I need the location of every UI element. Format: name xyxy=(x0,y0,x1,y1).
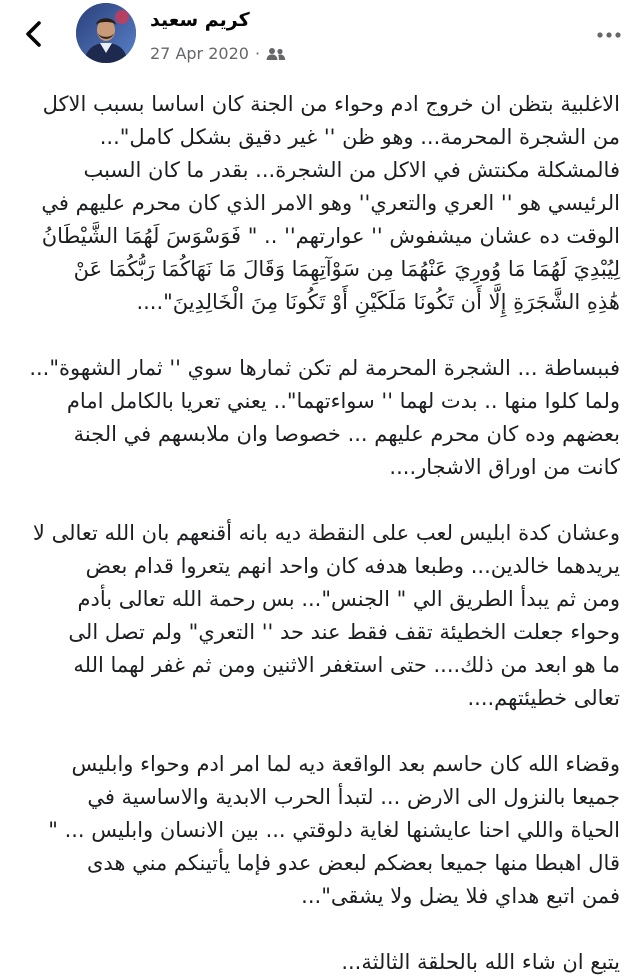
meta-separator: · xyxy=(254,44,261,63)
paragraph-1 xyxy=(24,88,620,319)
more-options-button[interactable] xyxy=(592,22,626,48)
text-line: من الشجرة المحرمة... وهو ظن '' غير دقيق بشكل كامل"... xyxy=(99,125,620,149)
text-line: كانت من اوراق الاشجار.... xyxy=(389,455,620,479)
text-line: الوقت ده عشان ميشفوش '' عوارتهم'' .. " فَوَسْوَسَ لَهُمَا الشَّيْطَانُ xyxy=(41,224,620,248)
text-line: لِيُبْدِيَ لَهُمَا مَا وُورِيَ عَنْهُمَا مِن سَوْآتِهِمَا وَقَالَ مَا نَهَاكُمَا رَبُّكُمَا عَنْ xyxy=(73,257,620,281)
avatar-photo-icon xyxy=(76,3,136,63)
text-line: وقضاء الله كان حاسم بعد الواقعة ديه لما امر ادم وحواء وابليس xyxy=(71,752,620,776)
text-line: بعضهم وده كان محرم عليهم ... خصوصا وان ملابسهم في الجنة xyxy=(73,422,620,446)
post-date[interactable]: 27 Apr 2020 xyxy=(150,44,249,63)
paragraph-gap xyxy=(0,484,640,517)
post-meta xyxy=(150,44,286,63)
paragraph-4 xyxy=(24,748,620,913)
paragraph-5 xyxy=(24,946,620,979)
text-line: يتبع ان شاء الله بالحلقة الثالثة... xyxy=(341,950,620,974)
paragraph-2 xyxy=(24,352,620,484)
text-line: تعالى خطيئتهم.... xyxy=(467,686,620,710)
paragraph-gap xyxy=(0,913,640,946)
more-horizontal-icon xyxy=(596,31,622,39)
text-line: فمن اتبع هداي فلا يضل ولا يشقى"... xyxy=(301,884,620,908)
chevron-left-icon xyxy=(23,20,45,48)
text-line: جميعا بالنزول الى الارض ... لتبدأ الحرب الابدية والاساسية في xyxy=(87,785,620,809)
text-line: قال اهبطا منها جميعا بعضكم لبعض عدو فإما يأتينكم مني هدى xyxy=(86,851,620,875)
post-header xyxy=(0,0,640,80)
text-line: ما هو ابعد من ذلك.... حتى استغفر الاثنين ومن ثم غفر لهما الله xyxy=(73,653,620,677)
author-name[interactable]: كريم سعيد xyxy=(150,9,250,31)
text-line: الاغلبية بتظن ان خروج ادم وحواء من الجنة كان اساسا بسبب الاكل xyxy=(42,92,620,116)
paragraph-gap xyxy=(0,319,640,352)
text-line: ولما كلوا منها .. بدت لهما '' سواءتهما".. يعني تعريا بالكامل امام xyxy=(66,389,620,413)
paragraph-gap xyxy=(0,715,640,748)
text-line: وحواء جعلت الخطيئة تقف فقط عند حد '' التعري" ولم تصل الى xyxy=(68,620,620,644)
text-line: هَٰذِهِ الشَّجَرَةِ إِلَّا أَن تَكُونَا مَلَكَيْنِ أَوْ تَكُونَا مِنَ الْخَالِدِينَ".... xyxy=(136,290,620,314)
text-line: الحياة واللي احنا عايشنها لغاية دلوقتي ... بين الانسان وابليس ... " xyxy=(48,818,620,842)
text-line: ومن ثم يبدأ الطريق الي " الجنس"... بس رحمة الله تعالى بأدم xyxy=(77,587,620,611)
text-line: وعشان كدة ابليس لعب على النقطة ديه بانه أقنعهم بان الله تعالى لا xyxy=(32,521,620,545)
author-avatar[interactable] xyxy=(76,3,136,63)
text-line: فالمشكلة مكنتش في الاكل من الشجرة... بقدر ما كان السبب xyxy=(83,158,620,182)
post-body xyxy=(0,88,640,979)
paragraph-3 xyxy=(24,517,620,715)
back-button[interactable] xyxy=(14,14,54,54)
text-line: يريدهما خالدين... وطبعا هدفه كان واحد انهم يتعروا قدام بعض xyxy=(85,554,620,578)
text-line: فببساطة ... الشجرة المحرمة لم تكن ثمارها سوي '' ثمار الشهوة"... xyxy=(29,356,620,380)
text-line: الرئيسي هو '' العري والتعري'' وهو الامر الذي كان محرم عليهم في xyxy=(41,191,620,215)
friends-icon xyxy=(266,47,286,61)
